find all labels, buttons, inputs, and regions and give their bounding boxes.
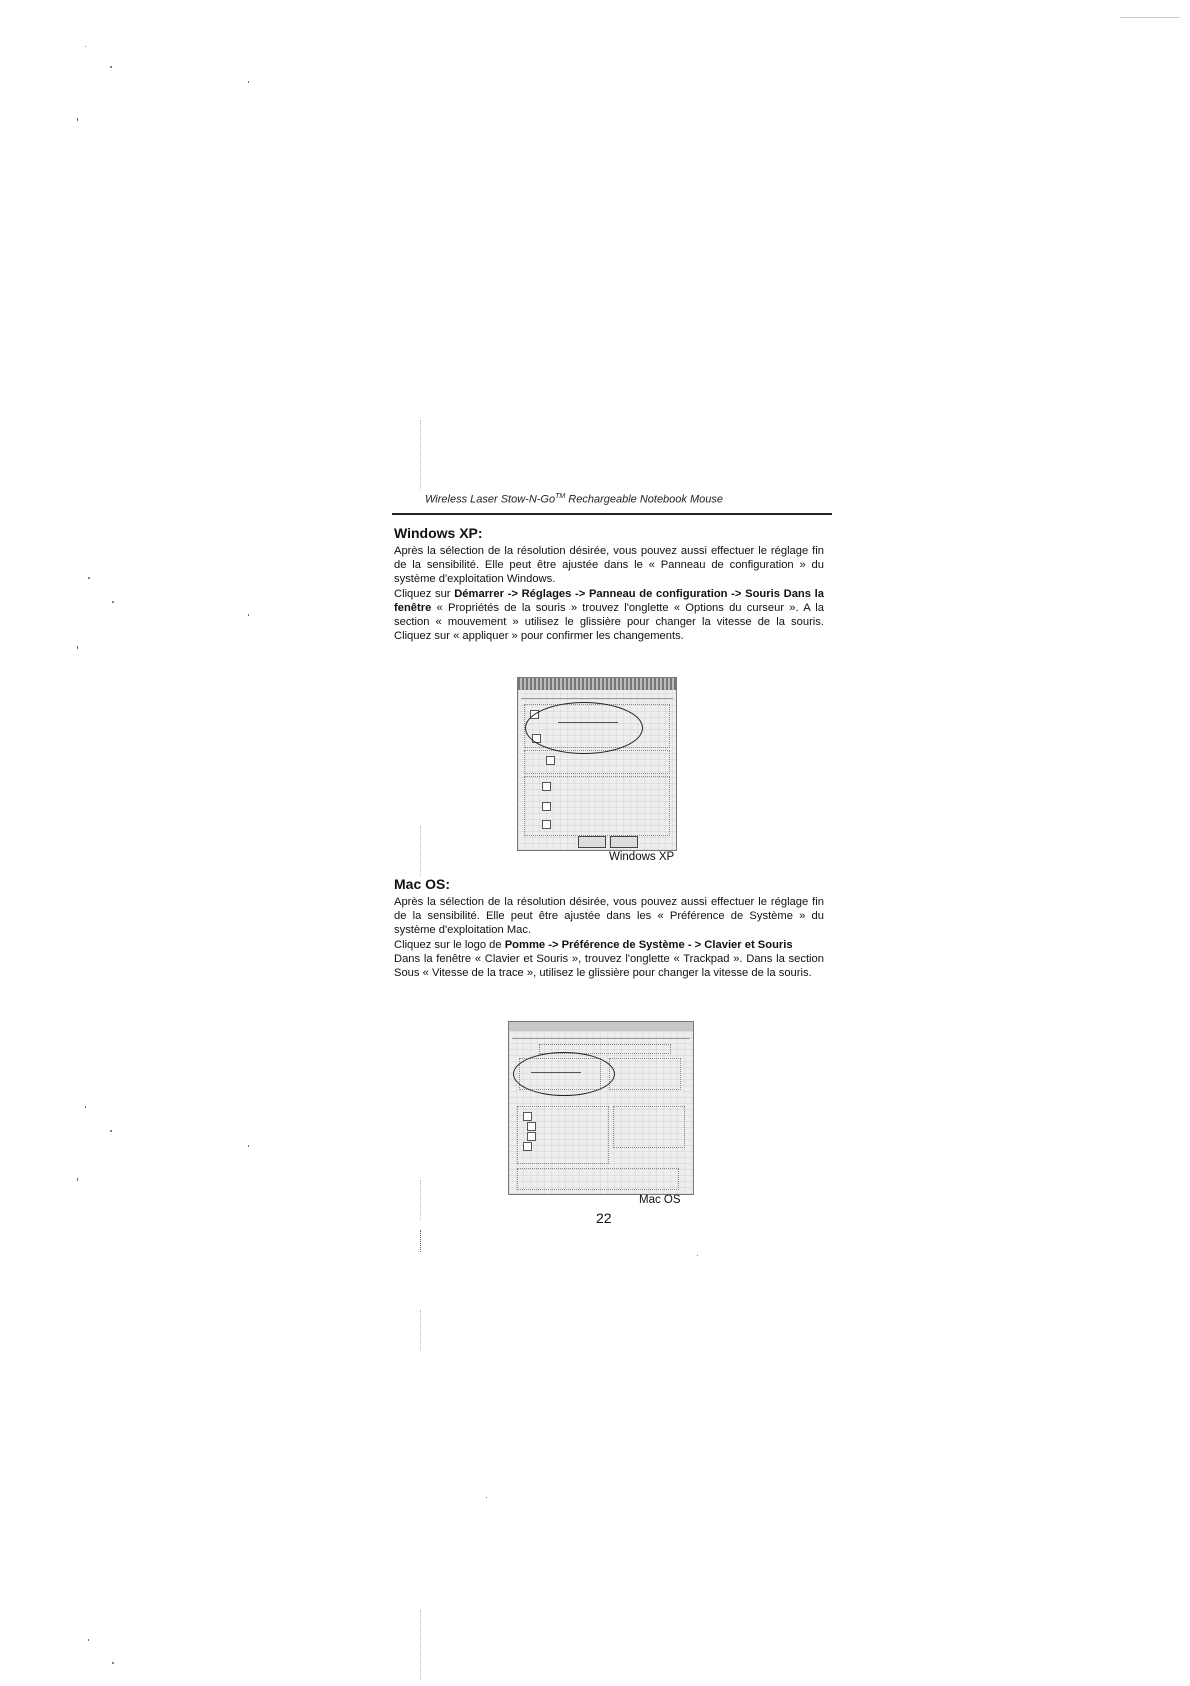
mac-p2-path: Pomme -> Préférence de Système - > Clavier et Souris — [504, 938, 793, 951]
header-text-main: Wireless Laser Stow-N-Go — [425, 493, 556, 506]
mac-section — [394, 876, 824, 980]
scan-speck — [77, 1178, 78, 1181]
windows-p2-lead: Cliquez sur — [394, 587, 455, 600]
windows-caption: Windows XP — [609, 851, 675, 863]
scan-speck — [88, 577, 90, 579]
scan-speck — [697, 1255, 698, 1256]
mac-paragraph-3: Dans la fenêtre « Clavier et Souris », trouvez l'onglette « Trackpad ». Dans la section Sous « Vitesse de la trace », utilisez le glissière pour changer la vitesse de la souris. — [394, 952, 824, 980]
windows-heading: Windows XP: — [394, 525, 483, 541]
screenshot-checkbox — [523, 1112, 532, 1121]
screenshot-ok-button — [578, 836, 606, 848]
screenshot-tab-strip — [521, 698, 673, 699]
scan-speck — [112, 601, 114, 603]
mac-os-screenshot — [508, 1021, 694, 1195]
highlight-ellipse — [525, 702, 643, 754]
scan-speck — [248, 81, 249, 83]
scan-speck — [486, 1497, 487, 1498]
screenshot-checkbox — [542, 782, 551, 791]
mac-p2-lead: Cliquez sur le logo de — [394, 938, 505, 951]
scan-speck — [77, 646, 78, 649]
scan-speck — [88, 1639, 89, 1641]
mac-caption: Mac OS — [639, 1194, 681, 1206]
scan-speck — [112, 1662, 114, 1664]
screenshot-toolbar — [512, 1038, 690, 1039]
screenshot-checkbox — [527, 1122, 536, 1131]
screenshot-group-scrolling — [613, 1106, 685, 1148]
scan-guide-line — [420, 1230, 421, 1252]
screenshot-titlebar — [509, 1022, 693, 1031]
screenshot-checkbox — [542, 820, 551, 829]
mac-paragraph-1: Après la sélection de la résolution désirée, vous pouvez aussi effectuer le réglage fin de la sensibilité. Elle peut être ajustée dans les « Préférence de Système » du système d'exploitation Mac. — [394, 896, 824, 937]
windows-section — [394, 525, 824, 643]
windows-p2-path: Démarrer -> Réglages -> Panneau de configuration -> Souris Dans la fenêtre — [394, 587, 824, 614]
header-text-rest: Rechargeable Notebook Mouse — [565, 493, 723, 506]
scan-guide-line — [420, 1310, 421, 1350]
scan-guide-line — [420, 1180, 421, 1220]
windows-xp-screenshot — [517, 677, 677, 851]
scan-speck — [85, 1106, 86, 1108]
trademark-symbol: TM — [555, 493, 566, 500]
scan-guide-line — [420, 826, 421, 876]
windows-p2-rest: « Propriétés de la souris » trouvez l'onglette « Options du curseur ». A la section « mouvement » utilisez le glissière pour changer la vitesse de la souris. Cliquez sur « appliquer » pour confirmer les changements. — [394, 601, 824, 643]
screenshot-checkbox — [542, 802, 551, 811]
scan-guide-line — [420, 420, 421, 490]
screenshot-titlebar — [518, 678, 676, 690]
screenshot-checkbox — [523, 1142, 532, 1151]
screenshot-checkbox — [546, 756, 555, 765]
page-number: 22 — [596, 1210, 612, 1226]
scan-speck — [77, 118, 78, 121]
header-rule — [392, 513, 832, 515]
screenshot-group-ignore — [517, 1168, 679, 1190]
scan-speck — [110, 66, 112, 68]
screenshot-checkbox — [527, 1132, 536, 1141]
highlight-ellipse — [513, 1052, 615, 1096]
scan-speck — [110, 1130, 112, 1132]
mac-heading: Mac OS: — [394, 876, 451, 892]
windows-paragraph-1: Après la sélection de la résolution désirée, vous pouvez aussi effectuer le réglage fin de la sensibilité. Elle peut être ajustée dans le « Panneau de configuration » du système d'exploitation Windows. — [394, 545, 824, 586]
scan-speck — [85, 46, 86, 47]
screenshot-cancel-button — [610, 836, 638, 848]
running-header — [425, 493, 825, 506]
mac-paragraph-2 — [394, 938, 824, 952]
scan-guide-line — [420, 1610, 421, 1680]
scan-speck — [1120, 17, 1180, 18]
screenshot-group-double-click — [609, 1058, 681, 1090]
scan-speck — [248, 614, 249, 616]
scan-speck — [248, 1145, 249, 1147]
windows-paragraph-2 — [394, 587, 824, 644]
